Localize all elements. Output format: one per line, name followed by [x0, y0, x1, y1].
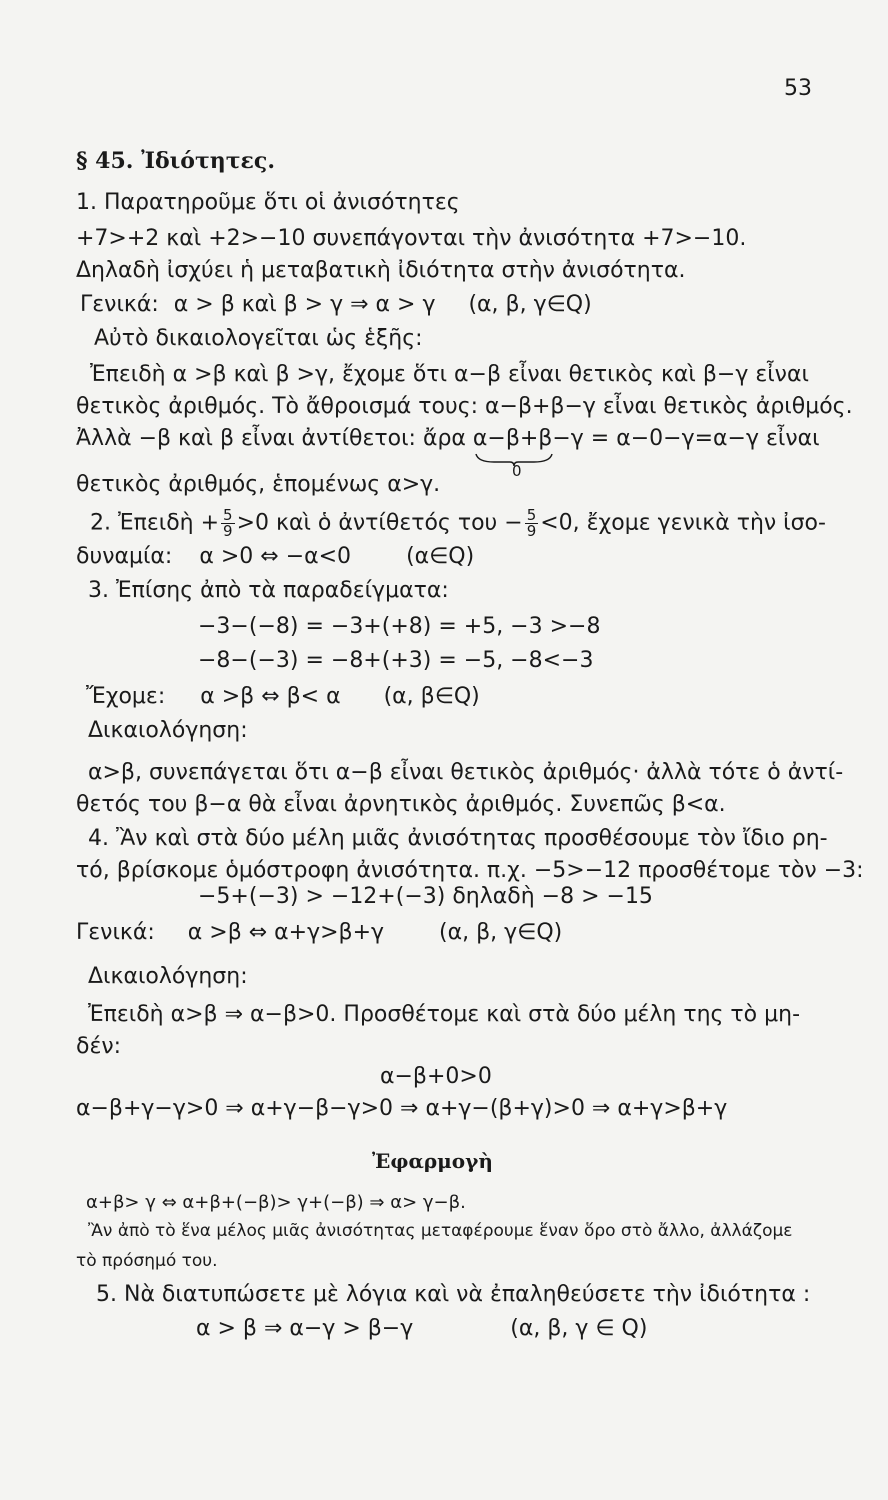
item1-line9: θετικὸς ἀριθμός, ἑπομένως α>γ. — [76, 472, 441, 497]
fraction-numerator: 5 — [526, 506, 537, 524]
symmetry-formula: α >β ⇔ β< α — [200, 684, 341, 709]
item1-line7: θετικὸς ἀριθμός. Τὸ ἄθροισμά τους: α−β+β−γ εἶναι θετικὸς ἀριθμός. — [76, 394, 853, 419]
subtraction-formula: α > β ⇒ α−γ > β−γ — [196, 1316, 414, 1341]
item1-line5: Αὐτὸ δικαιολογεῖται ὡς ἑξῆς: — [94, 326, 423, 351]
item2-text-c: <0, ἔχομε γενικὰ τὴν ἰσο- — [540, 510, 826, 536]
application-line2: τὸ πρόσημό του. — [76, 1251, 218, 1271]
fraction-5-9 — [221, 508, 235, 539]
example-2: −8−(−3) = −8+(+3) = −5, −8<−3 — [198, 648, 594, 673]
item1-line2: +7>+2 καὶ +2>−10 συνεπάγονται τὴν ἀνισότητα +7>−10. — [76, 226, 747, 251]
item1-line6: Ἐπειδὴ α >β καὶ β >γ, ἔχομε ὅτι α−β εἶναι θετικὸς καὶ β−γ εἶναι — [90, 362, 809, 387]
item2-line2 — [76, 544, 474, 570]
application-formula: α+β> γ ⇔ α+β+(−β)> γ+(−β) ⇒ α> γ−β. — [86, 1192, 466, 1213]
item4-line7: δέν: — [76, 1034, 122, 1059]
item4-line6: Ἐπειδὴ α>β ⇒ α−β>0. Προσθέτομε καὶ στὰ δύο μέλη της τὸ μη- — [88, 1002, 801, 1027]
item4-derivation: α−β+γ−γ>0 ⇒ α+γ−β−γ>0 ⇒ α+γ−(β+γ)>0 ⇒ α+γ>β+γ — [76, 1096, 728, 1121]
fraction-numerator: 5 — [223, 506, 233, 524]
item1-general — [80, 292, 592, 318]
item2-line1 — [90, 508, 826, 539]
item3-line1: 3. Ἐπίσης ἀπὸ τὰ παραδείγματα: — [88, 578, 449, 603]
item4-example: −5+(−3) > −12+(−3) δηλαδὴ −8 > −15 — [198, 884, 653, 909]
item5-line1: 5. Νὰ διατυπώσετε μὲ λόγια καὶ νὰ ἐπαληθεύσετε τὴν ἰδιότητα : — [96, 1282, 811, 1307]
general-label: Γενικά: — [80, 292, 159, 317]
fraction-denominator: 9 — [223, 522, 233, 540]
item1-line3: Δηλαδὴ ἰσχύει ἡ μεταβατικὴ ἰδιότητα στὴν ἀνισότητα. — [76, 258, 686, 283]
application-title: Ἐφαρμογὴ — [372, 1149, 493, 1173]
general-label: Γενικά: — [76, 920, 155, 945]
brace-zero: 0 — [512, 462, 522, 480]
item1-line8: Ἀλλὰ −β καὶ β εἶναι ἀντίθετοι: ἄρα α−β+β−γ = α−0−γ=α−γ εἶναι — [76, 426, 820, 451]
addition-formula: α >β ⇔ α+γ>β+γ — [187, 920, 385, 945]
item3-line7: θετός του β−α θὰ εἶναι ἀρνητικὸς ἀριθμός. Συνεπῶς β<α. — [76, 792, 726, 817]
application-line1: Ἂν ἀπὸ τὸ ἕνα μέλος μιᾶς ἀνισότητας μεταφέρουμε ἕναν ὅρο στὸ ἄλλο, ἀλλάζομε — [88, 1221, 793, 1241]
item4-line8: α−β+0>0 — [380, 1064, 492, 1089]
item3-line6: α>β, συνεπάγεται ὅτι α−β εἶναι θετικὸς ἀριθμός· ἀλλὰ τότε ὁ ἀντί- — [88, 760, 844, 785]
item3-have — [86, 684, 480, 710]
fraction-denominator: 9 — [526, 522, 537, 540]
item1-line1: 1. Παρατηροῦμε ὅτι οἱ ἀνισότητες — [76, 190, 460, 215]
item4-justification: Δικαιολόγηση: — [88, 964, 248, 989]
formula-domain: (α, β, γ ∈ Q) — [510, 1316, 648, 1341]
item2-text-a: 2. Ἐπειδὴ + — [90, 510, 220, 536]
item4-line2: τό, βρίσκομε ὁμόστροφη ἀνισότητα. π.χ. −5>−12 προσθέτομε τὸν −3: — [76, 858, 864, 883]
item4-line1: 4. Ἂν καὶ στὰ δύο μέλη μιᾶς ἀνισότητας προσθέσουμε τὸν ἴδιο ρη- — [88, 826, 828, 851]
section-title: Ἰδιότητες. — [141, 148, 275, 174]
item4-general — [76, 920, 562, 946]
formula-domain: (α, β∈Q) — [383, 684, 480, 709]
formula-domain: (α, β, γ∈Q) — [468, 292, 592, 317]
have-label: Ἔχομε: — [86, 684, 166, 709]
formula-domain: (α, β, γ∈Q) — [439, 920, 563, 945]
fraction-5-9-negative — [525, 508, 539, 539]
equivalence-formula: α >0 ⇔ −α<0 — [199, 544, 352, 569]
item5-formula-row — [196, 1316, 647, 1342]
page-number: 53 — [784, 76, 812, 101]
section-number: § 45. — [76, 148, 134, 174]
section-heading — [76, 148, 275, 174]
transitive-formula: α > β καὶ β > γ ⇒ α > γ — [173, 292, 436, 317]
item2-text-b: >0 καὶ ὁ ἀντίθετός του − — [236, 510, 523, 536]
example-1: −3−(−8) = −3+(+8) = +5, −3 >−8 — [198, 614, 601, 639]
formula-domain: (α∈Q) — [406, 544, 475, 569]
equivalence-label: δυναμία: — [76, 544, 173, 569]
item3-justification: Δικαιολόγηση: — [88, 718, 248, 743]
